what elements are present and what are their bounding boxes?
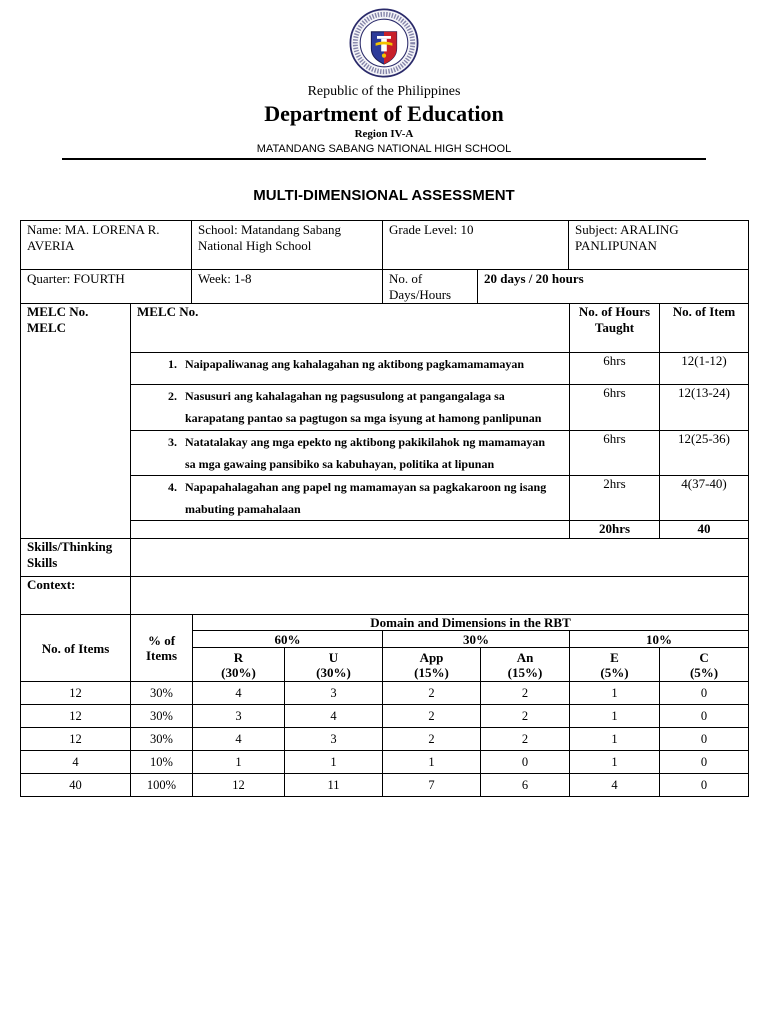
- table-row: [21, 476, 749, 521]
- items-count: 12: [21, 682, 131, 705]
- deped-seal-icon: [349, 8, 419, 78]
- melc-number: 4.: [168, 480, 177, 494]
- melc-line: sa mga gawaing pansibiko sa kabuhayan, politika at lipunan: [185, 457, 495, 471]
- table-row: [21, 431, 749, 476]
- teacher-name: Name: MA. LORENA R. AVERIA: [21, 221, 192, 270]
- context-label: Context:: [21, 577, 131, 615]
- hours-taught: 6hrs: [570, 431, 660, 476]
- no-of-item-header: No. of Item: [660, 304, 749, 353]
- cell-analyze: 0: [481, 751, 570, 774]
- dim-percent: (30%): [316, 664, 351, 680]
- melc-number: 1.: [168, 357, 177, 371]
- melc-side-label: MELC No. MELC: [21, 304, 131, 539]
- total-spacer: [131, 521, 570, 539]
- dim-percent: (15%): [414, 664, 449, 680]
- cell-apply: 1: [383, 751, 481, 774]
- dim-code: App: [419, 649, 444, 665]
- dim-code: R: [233, 649, 244, 665]
- cell-create: 0: [660, 728, 749, 751]
- context-value: [131, 577, 749, 615]
- skills-value: [131, 539, 749, 577]
- items-percent: 10%: [131, 751, 193, 774]
- items-percent: 30%: [131, 728, 193, 751]
- melc-line: Nasusuri ang kahalagahan ng pagsusulong at pangangalaga sa: [185, 389, 505, 403]
- cell-understand: 1: [285, 751, 383, 774]
- cell-analyze: 6: [481, 774, 570, 797]
- days-hours-label: No. of Days/Hours: [383, 270, 478, 304]
- cell-understand: 11: [285, 774, 383, 797]
- cell-create: 0: [660, 705, 749, 728]
- items-percent: 30%: [131, 682, 193, 705]
- items-count: 12: [21, 728, 131, 751]
- dim-evaluate: [570, 648, 660, 682]
- melc-line: Naipapaliwanag ang kahalagahan ng aktibong pagkamamamayan: [185, 357, 525, 371]
- hours-taught-header: No. of Hours Taught: [570, 304, 660, 353]
- cell-evaluate: 4: [570, 774, 660, 797]
- items-header: No. of Items: [21, 615, 131, 682]
- table-row: [21, 751, 749, 774]
- cell-create: 0: [660, 774, 749, 797]
- dim-code: An: [516, 649, 534, 665]
- total-row: [21, 521, 749, 539]
- cell-understand: 3: [285, 728, 383, 751]
- table-row: [21, 728, 749, 751]
- week: Week: 1-8: [192, 270, 383, 304]
- items-percent: 100%: [131, 774, 193, 797]
- item-range: 12(13-24): [660, 385, 749, 431]
- cell-evaluate: 1: [570, 751, 660, 774]
- cell-create: 0: [660, 682, 749, 705]
- cell-analyze: 2: [481, 682, 570, 705]
- dim-percent: (5%): [600, 664, 629, 680]
- document-title: MULTI-DIMENSIONAL ASSESSMENT: [253, 187, 515, 204]
- rbt-domain-header: Domain and Dimensions in the RBT: [193, 615, 749, 631]
- hours-taught: 6hrs: [570, 353, 660, 385]
- department-title: Department of Education: [264, 101, 504, 126]
- dim-create: [660, 648, 749, 682]
- melc-no-header: MELC No.: [131, 304, 570, 353]
- table-row: [21, 353, 749, 385]
- group-higher: 10%: [570, 631, 749, 648]
- rbt-body: [21, 682, 749, 797]
- melc-competency: [131, 353, 570, 385]
- total-hours: 20hrs: [570, 521, 660, 539]
- cell-remember: 4: [193, 682, 285, 705]
- dim-understand: [285, 648, 383, 682]
- table-row: [21, 385, 749, 431]
- dim-percent: (5%): [689, 664, 719, 680]
- dim-analyze: [481, 648, 570, 682]
- table-row: [21, 682, 749, 705]
- cell-evaluate: 1: [570, 682, 660, 705]
- cell-analyze: 2: [481, 705, 570, 728]
- cell-remember: 4: [193, 728, 285, 751]
- item-range: 4(37-40): [660, 476, 749, 521]
- melc-line: mabuting pamahalaan: [185, 502, 301, 516]
- cell-apply: 2: [383, 705, 481, 728]
- melc-line: Napapahalagahan ang papel ng mamamayan sa pagkakaroon ng isang: [185, 480, 547, 494]
- cell-understand: 4: [285, 705, 383, 728]
- cell-evaluate: 1: [570, 705, 660, 728]
- items-count: 12: [21, 705, 131, 728]
- dim-apply: [383, 648, 481, 682]
- cell-remember: 12: [193, 774, 285, 797]
- total-items: 40: [660, 521, 749, 539]
- table-row: [21, 774, 749, 797]
- cell-evaluate: 1: [570, 728, 660, 751]
- school-name: School: Matandang Sabang National High School: [192, 221, 383, 270]
- item-range: 12(1-12): [660, 353, 749, 385]
- dim-code: U: [328, 649, 339, 665]
- cell-remember: 3: [193, 705, 285, 728]
- dim-percent: (15%): [507, 664, 543, 680]
- group-lower: 60%: [193, 631, 383, 648]
- skills-label: Skills/Thinking Skills: [21, 539, 131, 577]
- cell-remember: 1: [193, 751, 285, 774]
- hours-taught: 2hrs: [570, 476, 660, 521]
- hours-taught: 6hrs: [570, 385, 660, 431]
- cell-apply: 7: [383, 774, 481, 797]
- items-count: 4: [21, 751, 131, 774]
- melc-competency: [131, 385, 570, 431]
- dim-code: C: [699, 649, 709, 665]
- school-line: MATANDANG SABANG NATIONAL HIGH SCHOOL: [256, 143, 512, 155]
- cell-analyze: 2: [481, 728, 570, 751]
- dim-code: E: [610, 649, 619, 665]
- subject: Subject: ARALING PANLIPUNAN: [569, 221, 749, 270]
- items-count: 40: [21, 774, 131, 797]
- dim-remember: [193, 648, 285, 682]
- melc-number: 2.: [168, 389, 177, 403]
- region-line: Region IV-A: [354, 128, 414, 140]
- grade-level: Grade Level: 10: [383, 221, 569, 270]
- melc-table: [20, 303, 749, 615]
- percent-header: % of Items: [131, 615, 193, 682]
- melc-competency: [131, 431, 570, 476]
- rbt-table: [20, 614, 749, 797]
- items-percent: 30%: [131, 705, 193, 728]
- days-hours-value: 20 days / 20 hours: [478, 270, 749, 304]
- cell-create: 0: [660, 751, 749, 774]
- melc-line: karapatang pantao sa pagtugon sa mga isyung at hamong panlipunan: [185, 411, 542, 425]
- melc-number: 3.: [168, 435, 177, 449]
- item-range: 12(25-36): [660, 431, 749, 476]
- cell-understand: 3: [285, 682, 383, 705]
- cell-apply: 2: [383, 682, 481, 705]
- melc-line: Natatalakay ang mga epekto ng aktibong pakikilahok ng mamamayan: [185, 435, 546, 449]
- table-row: [21, 705, 749, 728]
- quarter: Quarter: FOURTH: [21, 270, 192, 304]
- cell-apply: 2: [383, 728, 481, 751]
- republic-line: Republic of the Philippines: [307, 84, 461, 99]
- group-middle: 30%: [383, 631, 570, 648]
- teacher-info-table: [20, 220, 749, 304]
- melc-competency: [131, 476, 570, 521]
- dim-percent: (30%): [221, 664, 256, 680]
- header-divider: [62, 158, 706, 160]
